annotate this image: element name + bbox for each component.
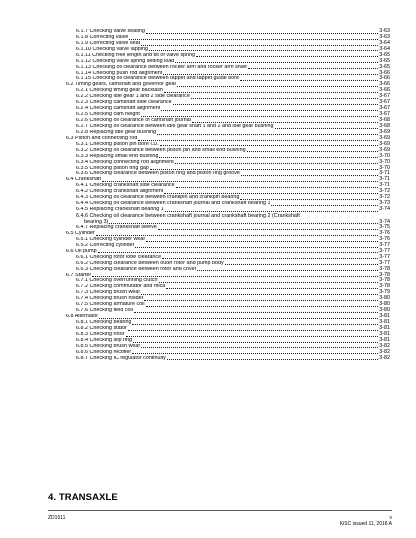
- toc-entry-page: 3-63: [379, 27, 390, 34]
- toc-entry-title: 6.4.1 Checking crankshaft side clearance: [76, 183, 175, 189]
- dot-leader: [144, 300, 378, 301]
- dot-leader: [92, 276, 378, 277]
- dot-leader: [163, 74, 378, 75]
- toc-entry-page: 3-69: [379, 146, 390, 153]
- toc-entry-title: 6.2.3 Checking camshaft side clearance: [76, 100, 172, 106]
- toc-entry-title: 6.7 Starter: [66, 272, 92, 278]
- toc-entry-page: 3-65: [379, 57, 390, 64]
- toc-entry-title: 6.8.1 Checking bearing: [76, 320, 132, 326]
- dot-leader: [248, 68, 378, 69]
- dot-leader: [132, 353, 378, 354]
- toc-entry-page: 3-65: [379, 51, 390, 58]
- dot-leader: [164, 92, 378, 93]
- section-heading[interactable]: 4. TRANSAXLE: [48, 492, 118, 503]
- toc-entry-title: 6.2.4 Checking camshaft alignment: [76, 106, 161, 112]
- toc-entry-page: 3-67: [379, 105, 390, 112]
- toc-entry-page: 3-70: [379, 152, 390, 159]
- toc-entry-page: 3-82: [379, 354, 390, 361]
- toc-entry-page: 3-81: [379, 330, 390, 337]
- toc-entry-title: 6.3.2 Checking oil clearance between piston pin and small end bushing: [76, 147, 246, 153]
- dot-leader: [141, 45, 378, 46]
- dot-leader: [149, 50, 378, 51]
- dot-leader: [158, 229, 378, 230]
- dot-leader: [133, 342, 378, 343]
- table-of-contents: [66, 29, 390, 362]
- toc-entry-page: 3-74: [379, 219, 390, 226]
- toc-entry-title: 6.4.2 Checking crankshaft alignment: [76, 189, 164, 195]
- toc-entry-title: 6.1.15 Checking oil clearance between tappet and tappet guide bore: [76, 76, 240, 82]
- dot-leader: [165, 211, 378, 212]
- toc-entry-title: 6.6.3 Checking clearance between rotor and cover: [76, 266, 197, 272]
- dot-leader: [150, 169, 378, 170]
- footer-divider: [48, 510, 392, 511]
- toc-entry-title: 6.3.1 Checking piston pin bore I.D.: [76, 141, 159, 147]
- toc-entry-title: 6.1.8 Correcting valve: [76, 34, 129, 40]
- dot-leader: [177, 86, 378, 87]
- dot-leader: [146, 33, 378, 34]
- dot-leader: [102, 181, 378, 182]
- toc-entry-title: 6.2.2 Checking idle gear 1 and 2 side clearance: [76, 94, 190, 100]
- toc-entry-title: 6.6.1 Checking rotor lobe clearance: [76, 254, 162, 260]
- dot-leader: [109, 219, 378, 224]
- dot-leader: [167, 359, 378, 360]
- dot-leader: [96, 235, 378, 236]
- toc-entry-page: 3-63: [379, 33, 390, 40]
- toc-entry-page: 3-70: [379, 158, 390, 165]
- toc-entry-title: 6.3.6 Checking clearance between piston ring and piston ring groove: [76, 171, 240, 177]
- footer-page-number: v: [389, 515, 392, 521]
- toc-entry-page: 3-69: [379, 128, 390, 135]
- toc-entry-page: 3-77: [379, 253, 390, 260]
- dot-leader: [157, 134, 378, 135]
- dot-leader: [141, 294, 378, 295]
- dot-leader: [166, 288, 378, 289]
- toc-entry-title: 6.8.2 Checking stator: [76, 325, 127, 331]
- toc-entry-page: 3-71: [379, 176, 390, 183]
- toc-entry-title: 6.2.8 Replacing idle gear bushing: [76, 129, 157, 135]
- toc-entry-page: 3-74: [379, 206, 390, 213]
- toc-entry-page: 3-81: [379, 336, 390, 343]
- dot-leader: [146, 241, 378, 242]
- toc-entry-title: 6.7.5 Checking armature coil: [76, 302, 145, 308]
- toc-entry-page: 3-78: [379, 271, 390, 278]
- toc-entry-page: 3-71: [379, 170, 390, 177]
- toc-entry-title: 6.1.11 Checking free length and tilt of valve spring: [76, 52, 196, 58]
- toc-entry-title: 6.4.7 Replacing crankshaft sleeve: [76, 225, 157, 231]
- dot-leader: [146, 306, 379, 307]
- dot-leader: [98, 252, 379, 253]
- toc-entry-title: 6.7.2 Checking commutator and mica: [76, 284, 166, 290]
- toc-entry-title: 6.2.6 Checking oil clearance of camshaft journal: [76, 118, 191, 124]
- toc-entry-title-continued: bearing 3): [84, 219, 109, 226]
- toc-entry-page: 3-77: [379, 259, 390, 266]
- toc-entry-page: 3-81: [379, 313, 390, 320]
- dot-leader: [191, 98, 378, 99]
- toc-entry-page: 3-67: [379, 93, 390, 100]
- toc-entry-page: 3-67: [379, 99, 390, 106]
- toc-entry-title: 6.1.10 Checking valve lapping: [76, 46, 148, 52]
- toc-entry-title: 6.2.1 Checking timing gear backlash: [76, 88, 163, 94]
- toc-entry[interactable]: [66, 356, 390, 362]
- toc-entry-title: 6.8.5 Checking brush wear: [76, 343, 141, 349]
- toc-entry-page: 3-75: [379, 224, 390, 231]
- toc-entry-page: 3-66: [379, 69, 390, 76]
- toc-entry-page: 3-72: [379, 194, 390, 201]
- toc-entry-title: 6.4.4 Checking oil clearance between crankshaft journal and crankshaft bearing 1: [76, 201, 271, 207]
- toc-entry-page: 3-80: [379, 307, 390, 314]
- toc-entry-title: 6.8 Alternator: [66, 314, 99, 320]
- dot-leader: [225, 264, 378, 265]
- toc-entry-page: 3-80: [379, 301, 390, 308]
- toc-entry-title: 6.4 Crankshaft: [66, 177, 102, 183]
- toc-entry-title: 6.8.7 Checking IC regulator continuity: [76, 355, 166, 361]
- dot-leader: [138, 140, 378, 141]
- toc-entry-title: 6.5.1 Checking cylinder wear: [76, 236, 146, 242]
- footer-right: [340, 515, 392, 527]
- toc-entry-page: 3-77: [379, 241, 390, 248]
- toc-entry-page: 3-81: [379, 324, 390, 331]
- toc-entry-page: 3-76: [379, 229, 390, 236]
- toc-entry-title: 6.6.2 Checking clearance between outer rotor and pump body: [76, 260, 224, 266]
- toc-entry-page: 3-64: [379, 45, 390, 52]
- toc-entry-page: 3-68: [379, 122, 390, 129]
- dot-leader: [247, 151, 379, 152]
- dot-leader: [240, 80, 378, 81]
- toc-entry-title: 6.8.4 Checking slip ring: [76, 337, 133, 343]
- dot-leader: [132, 324, 378, 325]
- toc-entry-page: 3-66: [379, 87, 390, 94]
- toc-entry-title: 6.5.2 Correcting cylinder: [76, 242, 135, 248]
- dot-leader: [175, 62, 378, 63]
- toc-entry-page: 3-64: [379, 39, 390, 46]
- dot-leader: [135, 247, 378, 248]
- toc-entry-title: 6.3 Piston and connecting rod: [66, 135, 138, 141]
- dot-leader: [126, 336, 379, 337]
- toc-entry-page: 3-66: [379, 75, 390, 82]
- toc-entry-page: 3-72: [379, 188, 390, 195]
- toc-entry-title: 6.4.6 Checking oil clearance between crankshaft journal and crankshaft bearing 2 (Crankshaft: [76, 213, 300, 220]
- dot-leader: [241, 175, 378, 176]
- toc-entry-title: 6.3.3 Replacing small end bushing: [76, 153, 159, 159]
- dot-leader: [271, 205, 378, 206]
- dot-leader: [192, 122, 378, 123]
- toc-entry-page: 3-65: [379, 63, 390, 70]
- toc-entry-page: 3-77: [379, 247, 390, 254]
- toc-entry-title: 6.1.7 Checking valve seating: [76, 28, 145, 34]
- toc-entry-title: 6.3.4 Checking connecting rod alignment: [76, 159, 174, 165]
- toc-entry-title: 6.4.5 Replacing crankshaft bearing 1: [76, 207, 164, 213]
- toc-entry-title: 6.5 Cylinder: [66, 230, 95, 236]
- toc-entry-title: 6.6 Oil pump: [66, 248, 97, 254]
- dot-leader: [141, 116, 378, 117]
- dot-leader: [176, 187, 379, 188]
- toc-entry-title: 6.7.4 Checking brush holder: [76, 296, 144, 302]
- dot-leader: [197, 270, 378, 271]
- toc-entry-title: 6.8.6 Checking rectifier: [76, 349, 132, 355]
- toc-entry-page: 3-67: [379, 111, 390, 118]
- toc-entry-page: 3-81: [379, 319, 390, 326]
- toc-entry-page: 3-82: [379, 342, 390, 349]
- dot-leader: [196, 56, 378, 57]
- toc-entry-page: 3-79: [379, 289, 390, 296]
- dot-leader: [164, 193, 378, 194]
- toc-entry-page: 3-69: [379, 140, 390, 147]
- dot-leader: [99, 318, 378, 319]
- toc-entry-title: 6.2 Timing gears, camshaft and governor gear: [66, 82, 177, 88]
- toc-entry-title: 6.2.7 Checking oil clearance between idle gear shaft 1 and 2 and idle gear bushing: [76, 123, 274, 129]
- toc-entry-page: 3-68: [379, 117, 390, 124]
- toc-entry-title: 6.1.12 Checking valve spring setting load: [76, 58, 175, 64]
- dot-leader: [240, 199, 378, 200]
- footer-doc-code: ZD1511: [48, 515, 66, 521]
- toc-entry-page: 3-66: [379, 81, 390, 88]
- toc-entry-title: 6.2.5 Checking cam height: [76, 112, 140, 118]
- dot-leader: [173, 104, 379, 105]
- dot-leader: [175, 163, 379, 164]
- toc-entry-page: 3-80: [379, 295, 390, 302]
- dot-leader: [134, 312, 378, 313]
- toc-entry-page: 3-73: [379, 200, 390, 207]
- toc-entry-page: 3-78: [379, 283, 390, 290]
- dot-leader: [160, 145, 378, 146]
- toc-entry-title: 6.1.13 Checking oil clearance between rocker arm and rocker arm shaft: [76, 64, 247, 70]
- toc-entry-title: 6.1.9 Correcting valve seat: [76, 40, 141, 46]
- dot-leader: [128, 330, 378, 331]
- toc-entry-page: 3-71: [379, 182, 390, 189]
- toc-entry-page: 3-82: [379, 348, 390, 355]
- dot-leader: [275, 128, 379, 129]
- toc-entry-title: 6.8.3 Checking rotor: [76, 331, 125, 337]
- toc-entry-page: 3-78: [379, 265, 390, 272]
- dot-leader: [159, 282, 379, 283]
- toc-entry-page: 3-78: [379, 277, 390, 284]
- dot-leader: [141, 347, 378, 348]
- toc-entry-page: 3-76: [379, 235, 390, 242]
- toc-entry-title: 6.4.3 Checking oil clearance between crankpin and crankpin bearing: [76, 195, 240, 201]
- toc-entry-page: 3-70: [379, 164, 390, 171]
- footer-issue: KiSC issued 11, 2016 A: [339, 521, 392, 527]
- dot-leader: [162, 258, 378, 259]
- toc-entry-title: 6.7.1 Checking overrunning clutch: [76, 278, 158, 284]
- toc-entry-title: 6.1.14 Checking push rod alignment: [76, 70, 163, 76]
- toc-entry-title: 6.7.3 Checking brush wear: [76, 290, 141, 296]
- toc-entry[interactable]: [66, 213, 390, 225]
- dot-leader: [129, 39, 378, 40]
- toc-entry-page: 3-69: [379, 134, 390, 141]
- toc-entry-title: 6.7.6 Checking field coil: [76, 308, 133, 314]
- dot-leader: [159, 157, 378, 158]
- toc-entry-title: 6.3.5 Checking piston ring gap: [76, 165, 149, 171]
- dot-leader: [161, 110, 378, 111]
